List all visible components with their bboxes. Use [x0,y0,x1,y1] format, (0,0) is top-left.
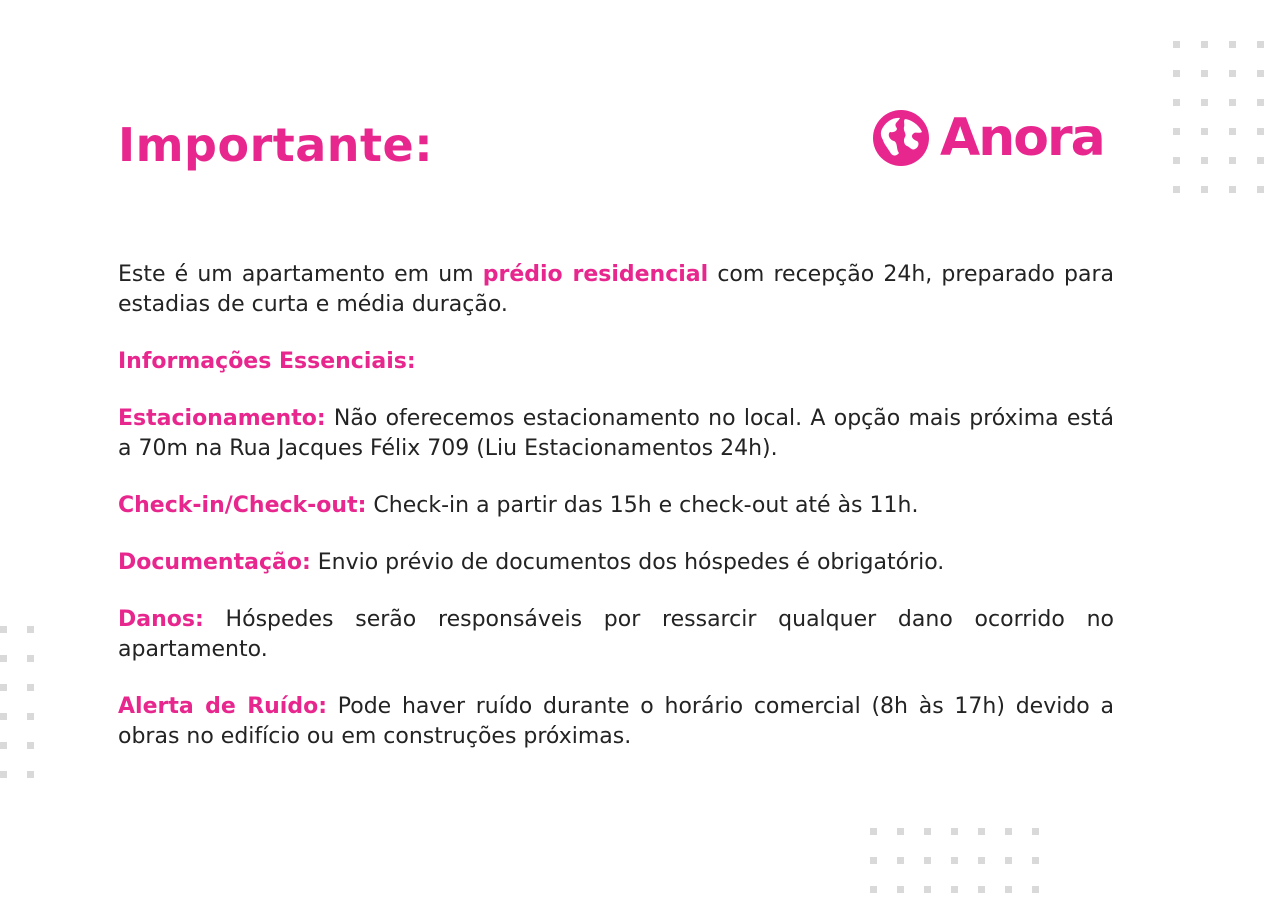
brand-name: Anora [940,108,1104,168]
decorative-dot [1201,70,1208,77]
decorative-dot [1201,157,1208,164]
decorative-dot [1173,70,1180,77]
decorative-dot [0,684,7,691]
decorative-dot [1173,41,1180,48]
intro-highlight: prédio residencial [482,262,709,287]
info-item-text: Pode haver ruído durante o horário comercial (8h às 17h) devido a obras no edifício ou em construções próximas. [118,694,1114,749]
decorative-dot [1173,128,1180,135]
decorative-dot [1005,886,1012,893]
decorative-dot [1229,41,1236,48]
decorative-dot [27,713,34,720]
info-item-text: Envio prévio de documentos dos hóspedes é obrigatório. [310,550,945,575]
decorative-dot [951,828,958,835]
decorative-dot [0,771,7,778]
info-item-label: Danos: [118,607,204,632]
decorative-dot [27,684,34,691]
intro-paragraph: Este é um apartamento em um prédio residencial com recepção 24h, preparado para estadias de curta e média duração. [118,262,1114,317]
decorative-dot [924,828,931,835]
decorative-dot [1229,70,1236,77]
decorative-dot [1201,128,1208,135]
decorative-dot [1005,857,1012,864]
decorative-dots-top-right [1173,41,1280,193]
decorative-dot [1257,186,1264,193]
decorative-dots-left [0,626,34,778]
decorative-dot [0,742,7,749]
decorative-dot [897,886,904,893]
decorative-dot [1032,828,1039,835]
info-content [118,260,1114,779]
decorative-dot [1229,99,1236,106]
decorative-dot [1257,70,1264,77]
info-item-label: Documentação: [118,550,311,575]
info-item-text: Check-in a partir das 15h e check-out até às 11h. [366,493,919,518]
decorative-dot [27,655,34,662]
decorative-dot [870,828,877,835]
decorative-dot [978,886,985,893]
decorative-dot [1201,186,1208,193]
section-heading: Informações Essenciais: [118,349,416,374]
decorative-dot [1173,186,1180,193]
decorative-dot [0,713,7,720]
decorative-dot [951,886,958,893]
info-item-text: Hóspedes serão responsáveis por ressarcir qualquer dano ocorrido no apartamento. [118,607,1114,662]
decorative-dot [1032,857,1039,864]
decorative-dot [1229,128,1236,135]
decorative-dot [897,828,904,835]
decorative-dot [1173,157,1180,164]
decorative-dot [1229,157,1236,164]
decorative-dot [1257,41,1264,48]
info-item-parking [118,404,1114,464]
info-item-documentation [118,548,1114,578]
decorative-dot [1201,41,1208,48]
decorative-dot [1032,886,1039,893]
decorative-dot [870,886,877,893]
page-title: Importante: [118,118,434,172]
decorative-dot [27,771,34,778]
brand-logo [872,108,1104,168]
info-item-label: Estacionamento: [118,406,326,431]
decorative-dot [924,857,931,864]
decorative-dot [1173,99,1180,106]
decorative-dot [897,857,904,864]
decorative-dot [1257,99,1264,106]
info-item-checkin [118,491,1114,521]
decorative-dot [870,857,877,864]
info-item-label: Alerta de Ruído: [118,694,328,719]
decorative-dot [1257,157,1264,164]
info-item-label: Check-in/Check-out: [118,493,367,518]
decorative-dots-bottom [870,828,1039,893]
decorative-dot [27,742,34,749]
decorative-dot [1005,828,1012,835]
globe-icon [872,109,930,167]
info-item-noise [118,692,1114,752]
info-item-damages [118,605,1114,665]
decorative-dot [1229,186,1236,193]
decorative-dot [924,886,931,893]
info-item-text: Não oferecemos estacionamento no local. A opção mais próxima está a 70m na Rua Jacques Félix 709 (Liu Estacionamentos 24h). [118,406,1114,461]
decorative-dot [27,626,34,633]
decorative-dot [1201,99,1208,106]
decorative-dot [0,655,7,662]
decorative-dot [0,626,7,633]
decorative-dot [1257,128,1264,135]
decorative-dot [978,828,985,835]
decorative-dot [951,857,958,864]
decorative-dot [978,857,985,864]
